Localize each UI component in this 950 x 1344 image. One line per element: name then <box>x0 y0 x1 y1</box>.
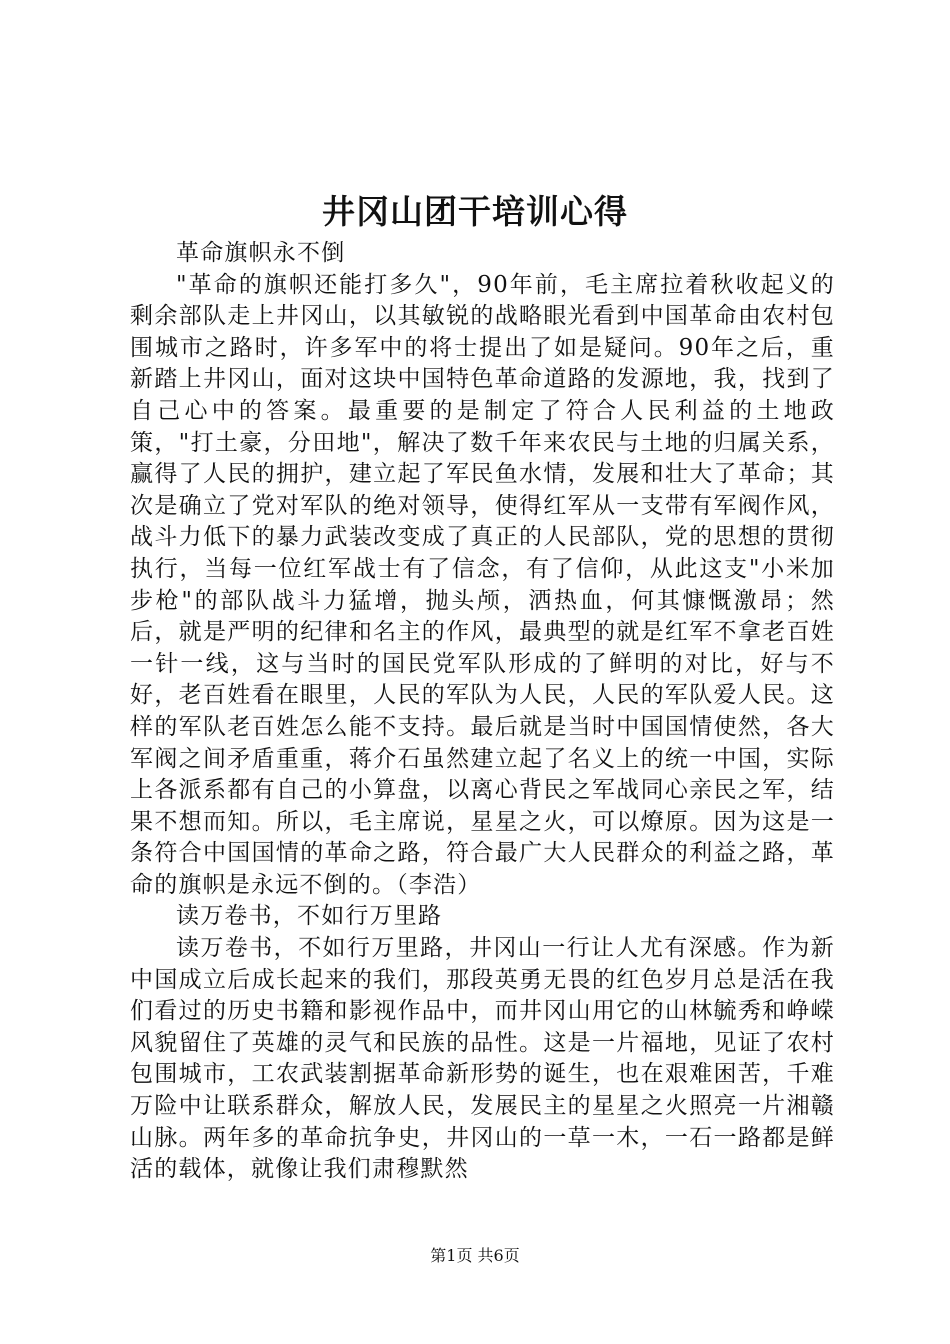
body-paragraph-1: "革命的旗帜还能打多久"，90年前，毛主席拉着秋收起义的剩余部队走上井冈山，以其敏锐的战略眼光看到中国革命由农村包围城市之路时，许多军中的将士提出了如是疑问。90年之后，重新踏上井冈山，面对这块中国特色革命道路的发源地，我，找到了自己心中的答案。最重要的是制定了符合人民利益的土地政策，"打土豪，分田地"，解决了数千年来农民与土地的归属关系，赢得了人民的拥护，建立起了军民鱼水情，发展和壮大了革命；其次是确立了党对军队的绝对领导，使得红军从一支带有军阀作风，战斗力低下的暴力武装改变成了真正的人民部队，党的思想的贯彻执行，当每一位红军战士有了信念，有了信仰，从此这支"小米加步枪"的部队战斗力猛增，抛头颅，洒热血，何其慷慨激昂；然后，就是严明的纪律和名主的作风，最典型的就是红军不拿老百姓一针一线，这与当时的国民党军队形成的了鲜明的对比，好与不好，老百姓看在眼里，人民的军队为人民，人民的军队爱人民。这样的军队老百姓怎么能不支持。最后就是当时中国国情使然，各大军阀之间矛盾重重，蒋介石虽然建立起了名义上的统一中国，实际上各派系都有自己的小算盘，以离心背民之军战同心亲民之军，结果不想而知。所以，毛主席说，星星之火，可以燎原。因为这是一条符合中国国情的革命之路，符合最广大人民群众的利益之路，革命的旗帜是永远不倒的。（李浩） <box>130 271 835 898</box>
document-body <box>130 238 835 1186</box>
section-heading-2: 读万卷书，不如行万里路 <box>176 903 443 930</box>
page-footer: 第1页 共6页 <box>430 1246 520 1265</box>
body-paragraph-2: 读万卷书，不如行万里路，井冈山一行让人尤有深感。作为新中国成立后成长起来的我们，那段英勇无畏的红色岁月总是活在我们看过的历史书籍和影视作品中，而井冈山用它的山林毓秀和峥嵘风貌留住了英雄的灵气和民族的品性。这是一片福地，见证了农村包围城市，工农武装割据革命新形势的诞生，也在艰难困苦，千难万险中让联系群众，解放人民，发展民主的星星之火照亮一片湘赣山脉。两年多的革命抗争史，井冈山的一草一木，一石一路都是鲜活的载体，就像让我们肃穆默然 <box>130 935 835 1183</box>
section-heading-1: 革命旗帜永不倒 <box>176 240 346 266</box>
document-title: 井冈山团干培训心得 <box>322 192 628 231</box>
